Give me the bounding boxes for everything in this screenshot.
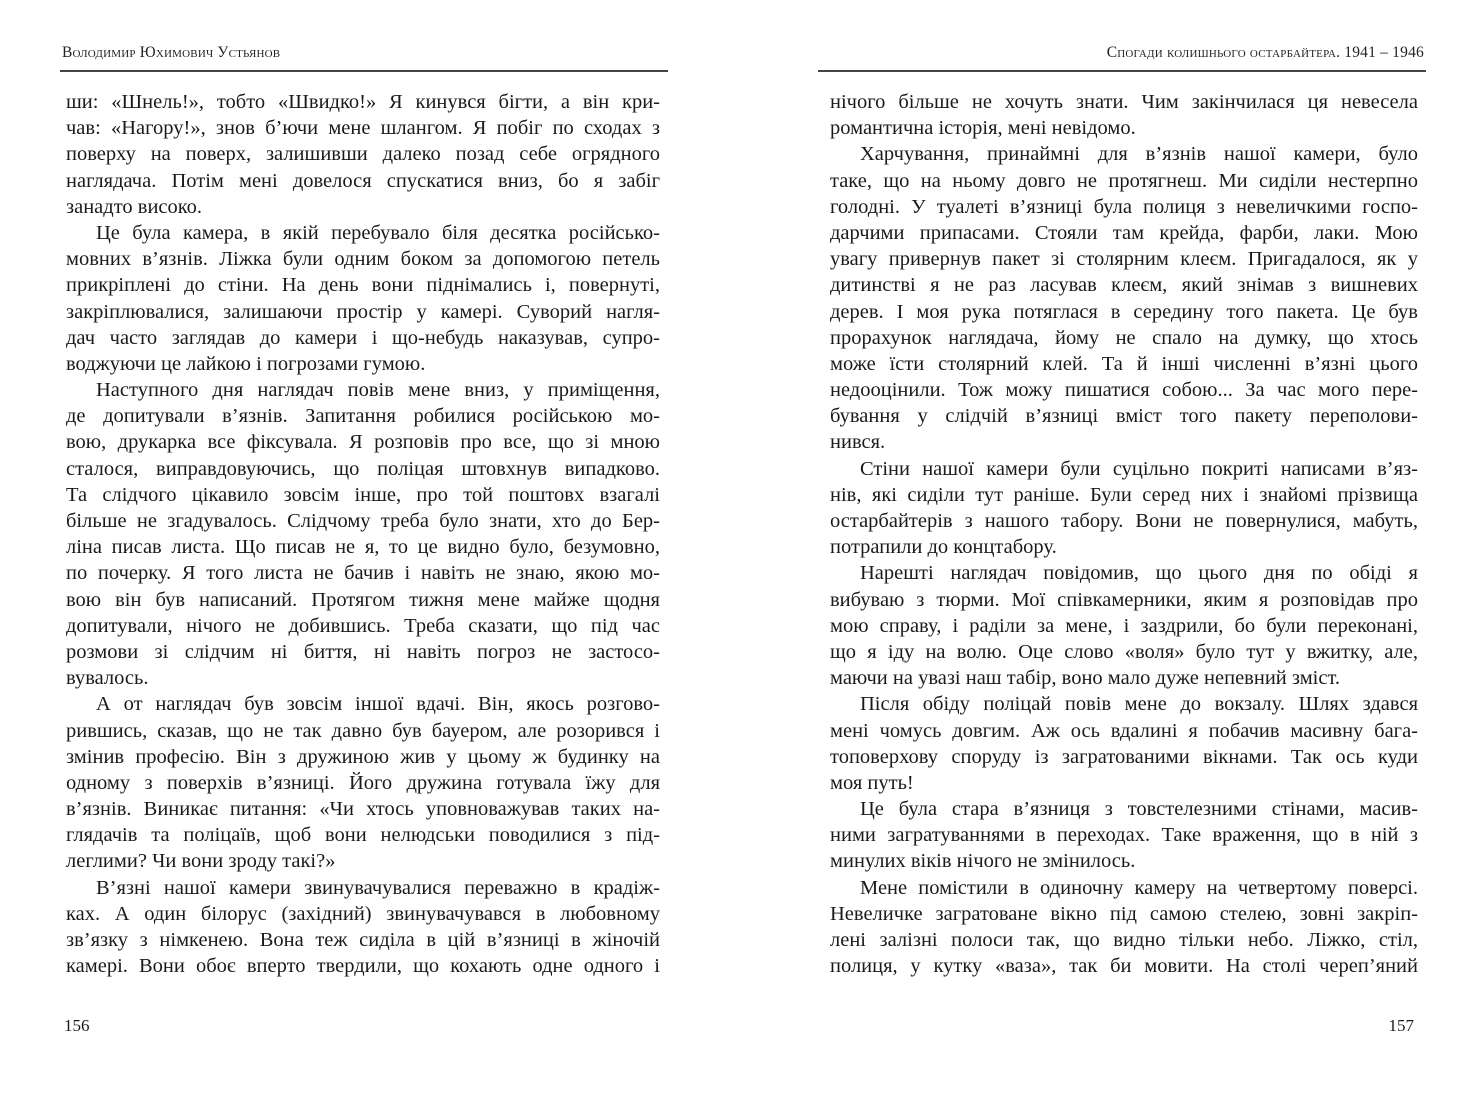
text-line: мою справу, і раділи за мене, і заздрили, бо були переконані, <box>830 614 1418 637</box>
text-line: прорахунок наглядача, йому не спало на думку, що хтось <box>830 326 1418 349</box>
header-rule <box>818 70 1426 72</box>
text-line: В’язні нашої камери звинувачувалися переважно в крадіж- <box>96 876 660 899</box>
text-line: закріплювалися, залишаючи простір у камері. Суворий нагля- <box>66 300 660 323</box>
text-line: топоверхову споруду із загратованими вікнами. Так ось куди <box>830 745 1418 768</box>
text-line: Це була камера, в якій перебувало біля десятка російсько- <box>96 221 660 244</box>
text-line: ними загратуваннями в переходах. Таке враження, що в ній з <box>830 824 1418 847</box>
text-line: Невеличке загратоване вікно під самою стелею, зовні закріп- <box>830 902 1418 925</box>
text-line: одному з поверхів в’язниці. Його дружина готувала їжу для <box>66 771 660 794</box>
text-line: занадто високо. <box>66 195 203 218</box>
text-line: дерев. І моя рука потяглася в середину того пакета. Це був <box>830 300 1418 323</box>
text-line: нився. <box>830 431 886 454</box>
text-line: Та слідчого цікавило зовсім інше, про той поштовх взагалі <box>66 483 660 506</box>
paragraph <box>66 220 660 377</box>
text-line: недооцінили. Тож можу пишатися собою... За час мого пере- <box>830 379 1418 402</box>
paragraph <box>830 456 1418 561</box>
text-line: Мене помістили в одиночну камеру на четвертому поверсі. <box>860 876 1418 899</box>
text-line: чав: «Нагору!», знов б’ючи мене шлангом. Я побіг по сходах з <box>66 117 660 140</box>
paragraph <box>830 560 1418 691</box>
text-line: потрапили до концтабору. <box>830 536 1057 559</box>
text-line: леглими? Чи вони зроду такі?» <box>66 850 336 873</box>
paragraph <box>66 89 660 220</box>
text-line: Стіни нашої камери були суцільно покриті написами в’яз- <box>860 457 1418 480</box>
text-line: нічого більше не хочуть знати. Чим закінчилася ця невесела <box>830 91 1418 113</box>
text-line: мовних в’язнів. Ліжка були одним боком за допомогою петель <box>66 248 660 271</box>
text-line: полиця, у кутку «ваза», так би мовити. На столі череп’яний <box>830 955 1418 978</box>
text-line: воджуючи це лайкою і погрозами гумою. <box>66 352 426 375</box>
paragraph <box>830 796 1418 875</box>
page-body <box>66 89 660 979</box>
text-line: дарчими припасами. Стояли там крейда, фарби, лаки. Мою <box>830 221 1418 244</box>
text-line: ши: «Шнель!», тобто «Швидко!» Я кинувся бігти, а він кри- <box>66 91 660 113</box>
text-line: вибуваю з тюрми. Мої співкамерники, яким я розповідав про <box>830 588 1418 611</box>
text-line: може їсти столярний клей. Та й інші численні в’язні цього <box>830 352 1418 375</box>
text-line: більше не згадувалось. Слідчому треба було знати, хто до Бер- <box>66 510 660 532</box>
paragraph <box>830 875 1418 980</box>
text-line: Після обіду поліцай повів мене до вокзалу. Шлях здався <box>860 693 1418 716</box>
paragraph <box>66 691 660 874</box>
text-line: де допитували в’язнів. Запитання робилися російською мо- <box>66 405 660 428</box>
header-rule <box>60 70 668 72</box>
text-line: минулих віків нічого не змінилось. <box>830 850 1136 873</box>
text-line: поверху на поверх, залишивши далеко позад себе огрядного <box>66 143 660 166</box>
paragraph <box>830 89 1418 141</box>
text-line: по почерку. Я того листа не бачив і навіть не знаю, якою мо- <box>66 562 660 585</box>
text-line: моя путь! <box>830 771 914 794</box>
text-line: камері. Вони обоє вперто твердили, що кохають одне одного і <box>66 955 660 978</box>
text-line: мені чомусь довгим. Аж ось вдалині я побачив масивну бага- <box>830 719 1418 742</box>
page-number: 157 <box>1388 1016 1414 1035</box>
text-line: увагу привернув пакет зі столярним клеєм. Пригадалося, як у <box>830 248 1418 271</box>
running-header-title: Спогади колишнього остарбайтера. 1941 – 1946 <box>1106 44 1424 61</box>
text-line: дач часто заглядав до камери і що-небудь наказував, супро- <box>66 326 660 349</box>
text-line: вою, друкарка все фіксувала. Я розповів про все, що зі мною <box>66 431 660 454</box>
text-line: сталося, виправдовуючись, що поліцая штовхнув випадково. <box>66 457 660 480</box>
paragraph <box>830 141 1418 455</box>
paragraph <box>66 377 660 691</box>
text-line: вувалось. <box>66 667 149 690</box>
text-line: дитинстві я не раз ласував клеєм, який знімав з вишневих <box>830 274 1418 297</box>
text-line: глядачів та поліцаїв, щоб вони нелюдськи поводилися з під- <box>66 824 660 847</box>
text-line: рившись, сказав, що не так давно був бауером, але розорився і <box>66 719 660 742</box>
text-line: остарбайтерів з нашого табору. Вони не повернулися, мабуть, <box>830 510 1418 532</box>
paragraph <box>830 691 1418 796</box>
text-line: зв’язку з німкенею. Вона теж сиділа в цій в’язниці в жіночій <box>66 929 660 951</box>
paragraph <box>66 875 660 980</box>
text-line: наглядача. Потім мені довелося спускатися вниз, бо я забіг <box>66 169 660 192</box>
text-line: А от наглядач був зовсім іншої вдачі. Він, якось розгово- <box>96 693 660 716</box>
running-header-author: Володимир Юхимович Устьянов <box>62 44 281 61</box>
text-line: прикріплені до стіни. На день вони піднімались і, повернуті, <box>66 274 660 297</box>
text-line: Це була стара в’язниця з товстелезними стінами, масив- <box>860 798 1418 821</box>
text-line: лені залізні полоси так, що видно тільки небо. Ліжко, стіл, <box>830 929 1418 951</box>
text-line: ліна писав листа. Що писав не я, то це видно було, безумовно, <box>66 536 660 559</box>
text-line: розмови зі слідчим ні биття, ні навіть погроз не застосо- <box>66 640 660 663</box>
text-line: що я іду на волю. Оце слово «воля» було тут у вжитку, але, <box>830 640 1418 663</box>
text-line: вою він був написаний. Протягом тижня мене майже щодня <box>66 588 660 611</box>
text-line: Харчування, принаймні для в’язнів нашої камери, було <box>860 143 1418 166</box>
text-line: романтична історія, мені невідомо. <box>830 117 1136 140</box>
text-line: голодні. У туалеті в’язниці була полиця з невеличкими госпо- <box>830 195 1418 218</box>
text-line: бування у слідчій в’язниці вміст того пакету переполови- <box>830 405 1418 428</box>
text-line: нів, які сиділи тут раніше. Були серед них і знайомі прізвища <box>830 483 1418 506</box>
text-line: ках. А один білорус (західний) звинувачувався в любовному <box>66 902 660 925</box>
text-line: в’язнів. Виникає питання: «Чи хтось уповноважував таких на- <box>66 798 660 821</box>
page-body <box>830 89 1418 979</box>
text-line: змінив професію. Він з дружиною жив у цьому ж будинку на <box>66 745 660 768</box>
text-line: таке, що на ньому довго не протягнеш. Ми сиділи нестерпно <box>830 169 1418 192</box>
text-line: Нарешті наглядач повідомив, що цього дня по обіді я <box>860 562 1418 585</box>
text-line: Наступного дня наглядач повів мене вниз, у приміщення, <box>96 379 660 402</box>
right-page <box>738 0 1476 1098</box>
page-number: 156 <box>64 1016 90 1035</box>
text-line: допитували, нічого не добившись. Треба сказати, що під час <box>66 614 660 637</box>
text-line: маючи на увазі наш табір, воно мало дуже непевний зміст. <box>830 667 1341 690</box>
